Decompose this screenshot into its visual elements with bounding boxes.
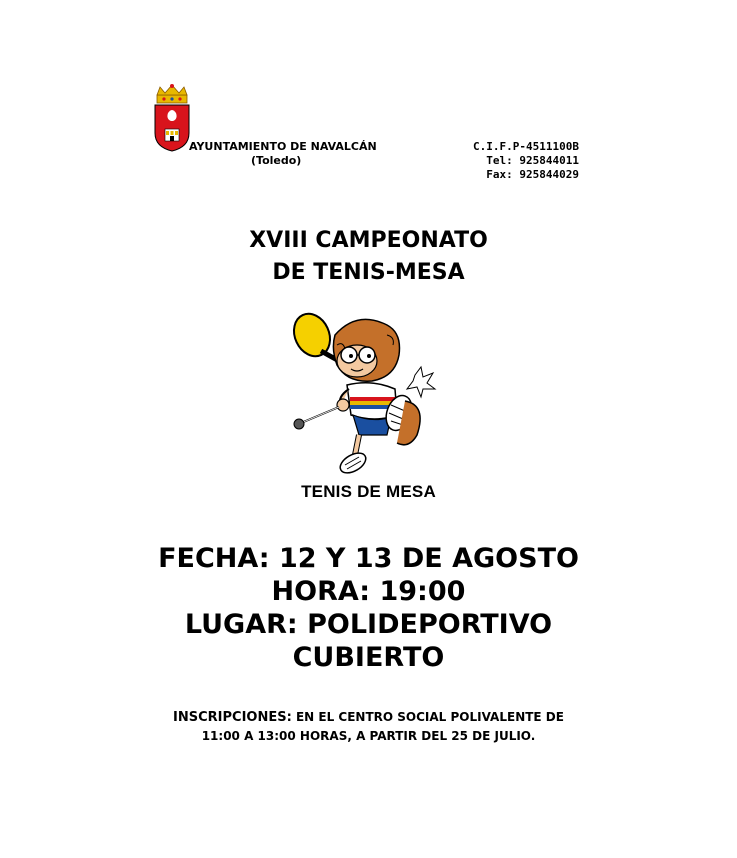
organization-province: (Toledo) bbox=[251, 154, 302, 167]
event-details bbox=[0, 542, 737, 674]
registration-info bbox=[160, 708, 577, 745]
registration-label: INSCRIPCIONES: bbox=[173, 710, 292, 725]
coat-of-arms-icon bbox=[152, 83, 192, 153]
event-time: HORA: 19:00 bbox=[271, 576, 466, 607]
event-title-line1: XVIII CAMPEONATO bbox=[249, 228, 488, 253]
organization-block bbox=[189, 140, 409, 168]
contact-block bbox=[473, 140, 579, 182]
event-venue-line2: CUBIERTO bbox=[292, 642, 445, 673]
event-title-line2: DE TENIS-MESA bbox=[272, 260, 465, 285]
fax-number: Fax: 925844029 bbox=[486, 168, 579, 181]
phone-number: Tel: 925844011 bbox=[486, 154, 579, 167]
event-venue: LUGAR: POLIDEPORTIVO bbox=[184, 609, 553, 640]
registration-text: EN EL CENTRO SOCIAL POLIVALENTE DE 11:00 A 13:00 HORAS, A PARTIR DEL 25 DE JULIO. bbox=[201, 710, 564, 743]
organization-name: AYUNTAMIENTO DE NAVALCÁN bbox=[189, 140, 377, 153]
event-title bbox=[0, 225, 737, 289]
mascot-caption: TENIS DE MESA bbox=[301, 482, 436, 501]
event-date: FECHA: 12 Y 13 DE AGOSTO bbox=[158, 543, 579, 574]
cif-number: C.I.F.P-4511100B bbox=[473, 140, 579, 153]
table-tennis-mascot-icon bbox=[287, 305, 447, 485]
